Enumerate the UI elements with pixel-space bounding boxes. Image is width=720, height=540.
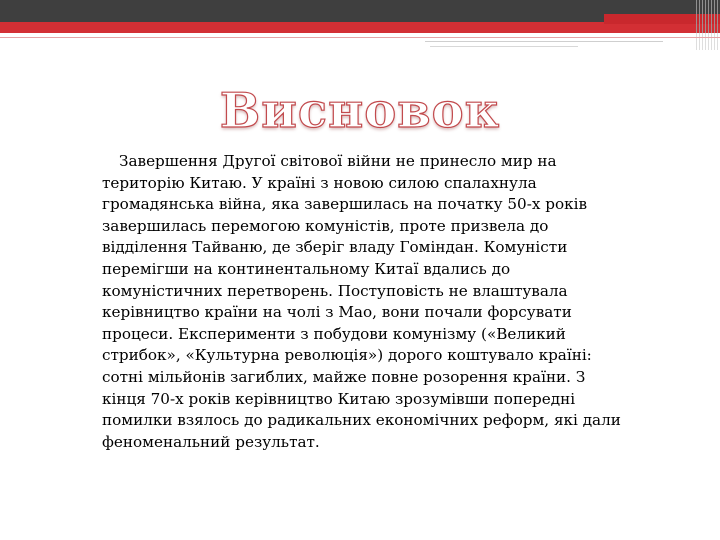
decorative-line xyxy=(0,37,720,38)
decorative-line xyxy=(425,41,663,42)
slide-body-text: Завершення Другої світової війни не принесло мир на територію Китаю. У країні з новою силою спалахнула громадянська війна, яка завершилась на початку 50-х років завершилась перемогою комуністів, проте призвела до відділення Тайваню, де зберіг владу Гоміндан. Комуністи перемігши на континентальному Китаї вдались до комуністичних перетворень. Поступовість не влаштувала керівництво країни на чолі з Мао, вони почали форсувати процеси. Експерименти з побудови комунізму («Великий стрибок», «Культурна революція») дорого коштувало країні: сотні мільйонів загиблих, майже повне розорення країни. З кінця 70-х років керівництво Китаю зрозумівши попередні помилки взялось до радикальних економічних реформ, які дали феноменальний результат. xyxy=(102,152,621,451)
slide-title: Висновок xyxy=(219,83,501,139)
decorative-line xyxy=(430,46,578,47)
corner-stripe-fade xyxy=(696,33,720,50)
